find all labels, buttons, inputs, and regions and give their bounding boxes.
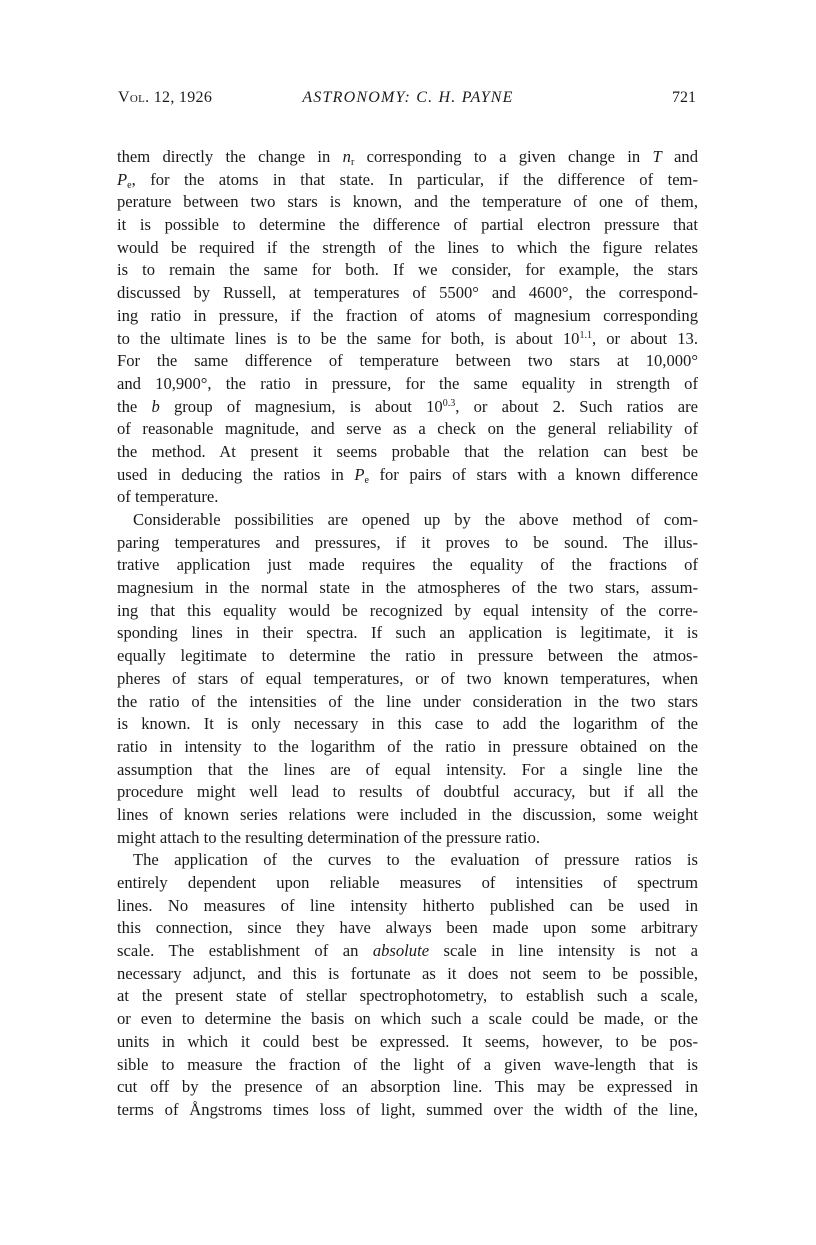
text-run: equally legitimate to determine the ratio in pressure between the atmos-	[117, 646, 698, 666]
text-run: r	[350, 157, 355, 168]
text-run: trative application just made requires the equality of the fractions of	[117, 555, 698, 575]
text-line	[117, 577, 698, 600]
paragraph	[117, 146, 698, 509]
text-run: ing that this equality would be recognized by equal intensity of the corre-	[117, 600, 698, 620]
text-run: P	[117, 169, 128, 189]
text-line	[117, 509, 698, 532]
text-run: lines. No measures of line intensity hitherto published can be used in	[117, 895, 698, 915]
text-run: n	[342, 147, 351, 166]
text-line	[117, 827, 698, 850]
text-run: and 10,900°, the ratio in pressure, for the same equality in strength of	[117, 373, 698, 393]
text-line	[117, 214, 698, 237]
text-run: used in deducing the ratios in	[117, 464, 355, 484]
text-run: sible to measure the fraction of the light of a given wave-length that is	[117, 1054, 698, 1074]
text-run: ratio in intensity to the logarithm of the ratio in pressure obtained on the	[117, 736, 698, 756]
volume-info: Vol. 12, 1926	[118, 89, 213, 106]
text-run: terms of Ångstroms times loss of light, summed over the width of the line,	[117, 1099, 698, 1119]
text-run: cut off by the presence of an absorption line. This may be expressed in	[117, 1077, 698, 1097]
text-run: For the same difference of temperature between two stars at 10,000°	[117, 351, 698, 371]
text-line	[117, 1099, 698, 1122]
text-run: T	[652, 147, 662, 166]
text-run: b	[151, 396, 160, 416]
text-run: discussed by Russell, at temperatures of 5500° and 4600°, the correspond-	[117, 283, 698, 303]
text-run: paring temperatures and pressures, if it proves to be sound. The illus-	[117, 532, 698, 552]
text-run: entirely dependent upon reliable measures of intensities of spectrum	[117, 873, 698, 892]
text-run: scale. The establishment of an	[117, 941, 373, 961]
text-line	[117, 237, 698, 260]
text-line	[117, 895, 698, 918]
text-run: it is possible to determine the difference of partial electron pressure that	[117, 215, 698, 235]
text-line	[117, 713, 698, 736]
text-run: and	[661, 147, 698, 166]
text-line	[117, 917, 698, 940]
text-line	[117, 736, 698, 759]
running-header	[118, 89, 698, 113]
text-run: of temperature.	[117, 487, 219, 507]
text-run: absolute	[372, 941, 430, 961]
text-line	[117, 872, 698, 895]
text-line	[117, 781, 698, 804]
article-body	[117, 146, 698, 1122]
text-run: is to remain the same for both. If we consider, for example, the stars	[117, 260, 698, 280]
text-line	[117, 350, 698, 373]
text-run: magnesium in the normal state in the atmospheres of the two stars, assum-	[117, 578, 698, 598]
text-run: group of magnesium, is about 10	[159, 396, 443, 416]
text-line	[117, 804, 698, 827]
text-run: to the ultimate lines is to be the same for both, is about 10	[117, 328, 580, 348]
text-run: 0.3	[442, 397, 456, 409]
text-run: at the present state of stellar spectrophotometry, to establish such a scale,	[117, 986, 698, 1006]
text-line	[117, 486, 698, 509]
text-run: Considerable possibilities are opened up by the above method of com-	[133, 510, 698, 529]
text-run: , or about 13.	[591, 328, 698, 348]
text-run: e	[127, 179, 132, 191]
text-line	[117, 940, 698, 963]
text-line	[117, 146, 698, 169]
text-line	[117, 1008, 698, 1031]
text-run: units in which it could best be expressed. It seems, however, to be pos-	[117, 1031, 698, 1051]
text-run: of reasonable magnitude, and serve as a check on the general reliability of	[117, 419, 698, 439]
text-run: assumption that the lines are of equal intensity. For a single line the	[117, 759, 698, 779]
text-line	[117, 985, 698, 1008]
text-line	[117, 169, 698, 192]
text-run: , for the atoms in that state. In particular, if the difference of tem-	[131, 169, 698, 189]
text-run: the ratio of the intensities of the line under consideration in the two stars	[117, 691, 698, 711]
text-run: scale in line intensity is not a	[429, 941, 698, 961]
page-number: 721	[672, 89, 696, 106]
text-run: , or about 2. Such ratios are	[455, 396, 699, 416]
text-line	[117, 1031, 698, 1054]
text-line	[117, 191, 698, 214]
text-line	[117, 396, 698, 419]
text-line	[117, 622, 698, 645]
text-line	[117, 759, 698, 782]
text-line	[117, 668, 698, 691]
text-run: P	[354, 464, 365, 484]
text-run: would be required if the strength of the lines to which the figure relates	[117, 237, 698, 257]
text-line	[117, 532, 698, 555]
text-run: 1.1	[579, 329, 592, 341]
paragraph	[117, 849, 698, 1121]
text-line	[117, 259, 698, 282]
text-run: perature between two stars is known, and the temperature of one of them,	[117, 192, 698, 212]
text-run: might attach to the resulting determination of the pressure ratio.	[117, 827, 541, 847]
text-line	[117, 963, 698, 986]
text-run: the method. At present it seems probable that the relation can best be	[117, 441, 698, 461]
running-title: ASTRONOMY: C. H. PAYNE	[302, 89, 514, 106]
text-line	[117, 691, 698, 714]
text-line	[117, 1076, 698, 1099]
paragraph	[117, 509, 698, 849]
text-line	[117, 305, 698, 328]
text-line	[117, 373, 698, 396]
text-run: this connection, since they have always been made upon some arbitrary	[117, 918, 698, 938]
text-line	[117, 328, 698, 351]
text-line	[117, 441, 698, 464]
text-run: sponding lines in their spectra. If such an application is legitimate, it is	[117, 623, 698, 643]
text-line	[117, 645, 698, 668]
text-run: the	[117, 396, 152, 416]
text-run: is known. It is only necessary in this case to add the logarithm of the	[117, 714, 698, 734]
text-run: pheres of stars of equal temperatures, or of two known temperatures, when	[117, 668, 698, 688]
text-run: corresponding to a given change in	[354, 147, 653, 166]
text-run: e	[364, 474, 369, 486]
text-line	[117, 554, 698, 577]
text-run: or even to determine the basis on which such a scale could be made, or the	[117, 1009, 698, 1029]
text-run: The application of the curves to the evaluation of pressure ratios is	[133, 850, 698, 870]
text-line	[117, 282, 698, 305]
text-run: for pairs of stars with a known difference	[368, 464, 698, 484]
text-line	[117, 464, 698, 487]
text-run: them directly the change in	[117, 147, 343, 166]
text-line	[117, 1054, 698, 1077]
text-run: necessary adjunct, and this is fortunate as it does not seem to be possible,	[117, 963, 698, 983]
text-run: lines of known series relations were included in the discussion, some weight	[117, 804, 698, 824]
text-line	[117, 849, 698, 872]
text-run: ing ratio in pressure, if the fraction of atoms of magnesium corresponding	[117, 305, 698, 325]
text-line	[117, 418, 698, 441]
text-line	[117, 600, 698, 623]
text-run: procedure might well lead to results of doubtful accuracy, but if all the	[117, 782, 698, 802]
